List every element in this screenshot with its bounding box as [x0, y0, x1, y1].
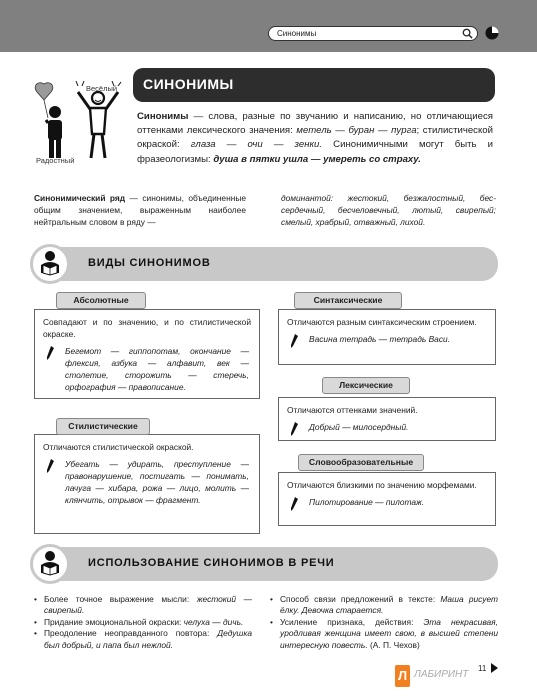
definition-example: душа в пятки ушла — умереть со страху.	[213, 153, 421, 165]
tab-stylistic: Стилистические	[56, 418, 150, 435]
pen-icon	[290, 422, 298, 436]
box-lexical	[278, 397, 496, 441]
section-title: ИСПОЛЬЗОВАНИЕ СИНОНИМОВ В РЕЧИ	[88, 557, 335, 569]
definition-text: ; стилистической окраской:	[137, 125, 493, 151]
search-icon[interactable]	[462, 28, 473, 39]
definition-example: глаза — очи — зенки.	[190, 139, 323, 151]
box-derivational	[278, 472, 496, 526]
box-example	[279, 329, 495, 345]
definition-text: — слова, разные по звучанию и написанию, но отличающиеся оттенками лексического значения:	[137, 111, 493, 137]
watermark: ЛАБИРИНТ	[414, 669, 469, 680]
top-bar	[0, 0, 537, 52]
pen-icon	[290, 497, 298, 511]
tab-syntactic: Синтаксические	[294, 292, 402, 309]
synonym-row-term: Синонимический ряд	[34, 193, 126, 203]
item-example: челуха — дичь.	[183, 616, 244, 627]
item-text: Усиление признака, действия:	[280, 616, 424, 627]
pen-icon	[290, 334, 298, 348]
item-text: Преодоление неоправданного повтора:	[44, 628, 218, 639]
box-stylistic	[34, 434, 260, 534]
item-example: жестокий — свирепый.	[44, 594, 252, 616]
example-text: Пилотирование — пилотаж.	[309, 496, 425, 507]
definition-term: Синонимы	[137, 111, 189, 122]
reader-icon	[30, 244, 70, 284]
box-description: Совпадают и по значению, и по стилистической окраске.	[43, 317, 251, 339]
publisher-logo: Л	[395, 665, 410, 687]
box-description: Отличаются стилистической окраской.	[43, 442, 194, 452]
label-glad: Радостный	[36, 156, 75, 165]
next-page-arrow-icon[interactable]	[490, 663, 498, 673]
synonym-row-examples: доминантой: жестокий, безжалостный, бессердечный, бесчеловечный, лютый, свирепый; смелый, храбрый, отважный, лихой.	[281, 193, 496, 228]
pen-icon	[46, 459, 54, 473]
item-text: Способ связи предложений в тексте:	[280, 594, 441, 604]
box-example	[35, 454, 259, 507]
search-field[interactable]	[268, 26, 478, 41]
synonym-row-right	[281, 192, 496, 229]
box-syntactic	[278, 309, 496, 365]
pie-chart-icon	[485, 26, 499, 40]
item-text: Более точное выражение мысли:	[44, 594, 197, 604]
box-example	[279, 417, 495, 433]
list-item	[34, 617, 252, 628]
box-example	[35, 341, 259, 394]
synonym-row-text: — синонимы, объединенные общим значением, выраженным наиболее нейтральным словом в ряду —	[34, 193, 247, 228]
box-description: Отличаются близкими по значению морфемами.	[287, 480, 477, 490]
definition-example: метель — буран — пурга	[296, 125, 417, 137]
label-happy: Весёлый	[86, 84, 118, 93]
box-description: Отличаются оттенками значений.	[287, 405, 418, 415]
item-text: Придание эмоциональной окраски:	[44, 616, 184, 627]
pen-icon	[46, 346, 54, 360]
search-value: Синонимы	[277, 29, 317, 38]
list-item	[34, 594, 252, 617]
definition-paragraph	[137, 110, 493, 167]
box-description: Отличаются разным синтаксическим строением.	[287, 317, 477, 327]
list-item	[270, 617, 498, 651]
item-example: Эта некрасивая, уродливая женщина имеет свою, в высшей степени интересную повесть.	[280, 616, 498, 650]
synonym-row-left	[34, 192, 246, 229]
reader-icon	[30, 544, 70, 584]
example-text: Бегемот — гиппопотам, окончание — флексия, азбука — алфавит, век — столетие, сторожить — стеречь, орфография — правописание.	[65, 345, 249, 393]
section-header-usage	[30, 547, 498, 581]
page-title: СИНОНИМЫ	[143, 76, 234, 92]
usage-list-left	[34, 594, 252, 651]
example-text: Васина тетрадь — тетрадь Васи.	[309, 333, 450, 344]
definition-text: Синонимичными могут быть и фразеологизмы:	[137, 139, 493, 165]
list-item	[34, 628, 252, 651]
page-title-bar	[133, 68, 495, 102]
list-item	[270, 594, 498, 617]
item-example: Дедушка был добрый, и папа был нежлой.	[44, 628, 252, 650]
section-title: ВИДЫ СИНОНИМОВ	[88, 257, 211, 269]
example-text: Убегать — удирать, преступление — правонарушение, постигать — понимать, лачуга — хибара, рожа — лицо, молить — клянчить, отрывок — фрагмент.	[65, 458, 249, 506]
example-text: Добрый — милосердный.	[309, 421, 409, 432]
tab-absolute: Абсолютные	[56, 292, 146, 309]
item-attribution: (А. П. Чехов)	[367, 639, 420, 650]
section-header-types	[30, 247, 498, 281]
box-absolute	[34, 309, 260, 399]
tab-lexical: Лексические	[322, 377, 410, 394]
usage-list-right	[270, 594, 498, 651]
tab-derivational: Словообразовательные	[298, 454, 424, 471]
box-example	[279, 492, 495, 508]
item-example: Маша рисует ёлку. Девочка старается.	[280, 594, 498, 616]
page-number: 11	[478, 664, 487, 673]
